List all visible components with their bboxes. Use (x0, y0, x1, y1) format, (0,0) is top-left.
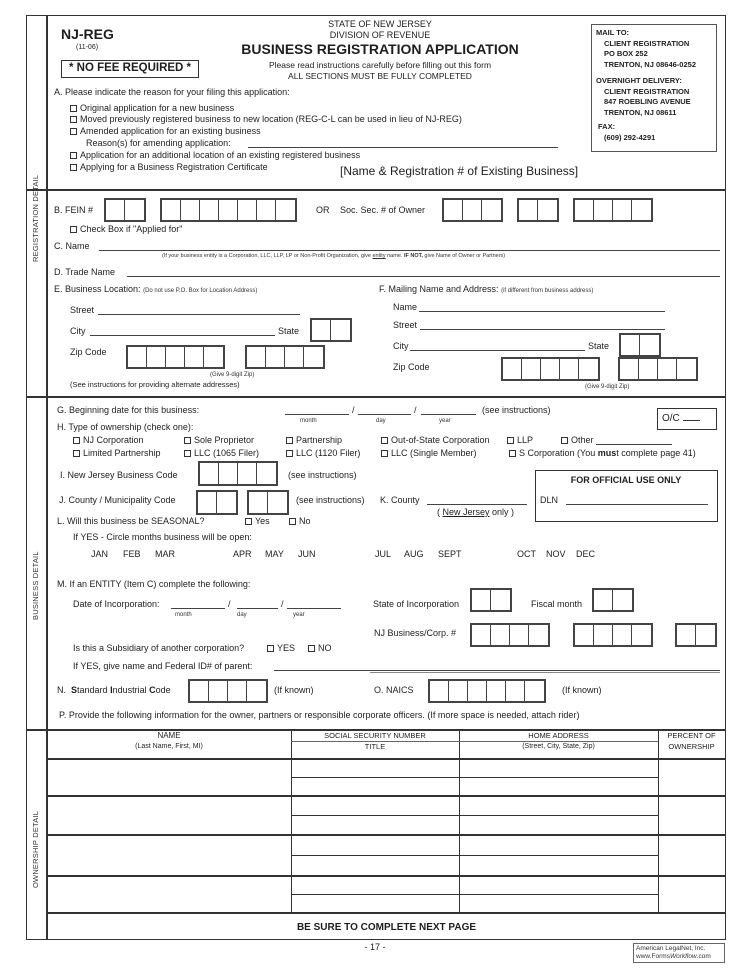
seasonal-months-prompt: If YES - Circle months business will be open: (73, 532, 252, 542)
county-code-boxes[interactable] (196, 490, 238, 515)
parent-info-input[interactable] (275, 660, 719, 671)
f-city-label: City (393, 341, 409, 351)
table-col-divider (658, 730, 659, 888)
e-city-label: City (70, 326, 86, 336)
naics-note: (If known) (562, 685, 602, 695)
e-city-underline[interactable] (90, 335, 275, 336)
amend-reason-input[interactable] (250, 137, 556, 148)
month-feb[interactable]: FEB (123, 549, 141, 559)
fax-number: (609) 292-4291 (604, 132, 656, 142)
oc-box: O/C (657, 408, 717, 430)
owner-row-1-name[interactable] (48, 760, 290, 795)
nj-business-code-note: (see instructions) (288, 470, 357, 480)
table-col-divider (291, 888, 292, 912)
ownership-llc-single-member[interactable]: LLC (Single Member) (381, 449, 477, 458)
checkbox[interactable] (70, 226, 77, 233)
table-col-divider (459, 888, 460, 912)
checkbox[interactable] (70, 128, 77, 135)
seasonal-no[interactable]: No (289, 517, 311, 526)
existing-business-note: [Name & Registration # of Existing Business] (340, 164, 579, 178)
beginning-date-label: G. Beginning date for this business: (57, 405, 200, 415)
divider-line (370, 672, 720, 673)
entity-section-label: M. If an ENTITY (Item C) complete the following: (57, 579, 251, 589)
county-underline[interactable] (427, 504, 527, 505)
sic-label: N. Standard Industrial Code (57, 685, 171, 695)
month-oct[interactable]: OCT (517, 549, 536, 559)
col-header-percent: PERCENT OF (667, 731, 716, 740)
date-slash: / (414, 405, 417, 415)
publisher-name: American LegalNet, Inc. (636, 945, 706, 952)
begin-year-caption: year (439, 418, 451, 424)
mail-to-line: CLIENT REGISTRATION (604, 38, 690, 48)
official-use-title: FOR OFFICIAL USE ONLY (570, 475, 682, 485)
state-incorporation-boxes[interactable] (470, 588, 512, 612)
month-dec[interactable]: DEC (576, 549, 596, 559)
publisher-box (633, 943, 725, 963)
incorp-year-caption: year (293, 612, 305, 618)
month-nov[interactable]: NOV (546, 549, 566, 559)
f-zip-note: (Give 9-digit Zip) (585, 384, 630, 390)
nj-corp-number-boxes-3[interactable] (675, 623, 717, 647)
other-ownership-underline[interactable] (596, 444, 672, 445)
owner-row-2-name[interactable] (48, 797, 290, 834)
month-may[interactable]: MAY (265, 549, 284, 559)
form-revision: (11-06) (76, 44, 99, 51)
col-header-address: HOME ADDRESS (528, 731, 589, 740)
nj-business-code-boxes[interactable] (198, 461, 278, 486)
ownership-sole-proprietor[interactable]: Sole Proprietor (184, 436, 254, 445)
f-state-label: State (588, 341, 610, 351)
dln-underline (566, 504, 708, 505)
naics-label: O. NAICS (374, 685, 414, 695)
nj-corp-number-boxes-1[interactable] (470, 623, 550, 647)
sic-note: (If known) (274, 685, 314, 695)
e-zip5-boxes[interactable] (126, 345, 225, 369)
incorporation-date-label: Date of Incorporation: (73, 599, 160, 609)
col-header-ssn: SOCIAL SECURITY NUMBER (324, 731, 426, 740)
f-street-label: Street (393, 320, 418, 330)
begin-day-line[interactable] (358, 414, 411, 415)
month-jan[interactable]: JAN (91, 549, 109, 559)
reason-option-additional-location[interactable]: Application for an additional location of an existing registered business (70, 151, 360, 160)
page-title: BUSINESS REGISTRATION APPLICATION (241, 41, 519, 57)
begin-year-line[interactable] (421, 414, 476, 415)
date-slash: / (228, 599, 231, 609)
ownership-s-corporation[interactable]: S Corporation (You must complete page 41) (509, 449, 696, 458)
overnight-label: OVERNIGHT DELIVERY: (596, 76, 682, 85)
instructions-line-1: Please read instructions carefully before filling out this form (268, 60, 492, 70)
f-name-underline[interactable] (419, 311, 665, 312)
date-slash: / (352, 405, 355, 415)
side-label-business: BUSINESS DETAIL (31, 551, 40, 620)
e-zip-label: Zip Code (70, 347, 107, 357)
month-aug[interactable]: AUG (404, 549, 424, 559)
mailing-instructions-box (591, 24, 717, 152)
county-label: K. County (380, 495, 420, 505)
table-col-divider (459, 730, 460, 888)
ownership-type-label: H. Type of ownership (check one): (57, 422, 194, 432)
mail-to-line: TRENTON, NJ 08646-0252 (604, 59, 696, 69)
parent-info-label: If YES, give name and Federal ID# of parent: (73, 661, 253, 671)
section-a-prompt: A. Please indicate the reason for your filing this application: (54, 87, 290, 97)
table-col-divider (291, 730, 292, 888)
division-name: DIVISION OF REVENUE (329, 30, 431, 40)
ssn-serial-boxes[interactable] (573, 198, 653, 222)
incorp-day-line[interactable] (237, 608, 278, 609)
checkbox[interactable] (70, 105, 77, 112)
col-header-percent-2: OWNERSHIP (668, 742, 715, 751)
e-street-label: Street (70, 305, 95, 315)
mail-to-line: PO BOX 252 (604, 49, 648, 58)
ownership-other[interactable]: Other (561, 436, 594, 445)
no-fee-badge: * NO FEE REQUIRED * (61, 60, 199, 78)
ssn-label: Soc. Sec. # of Owner (340, 205, 426, 215)
f-name-label: Name (393, 302, 418, 312)
e-zip-note: (Give 9-digit Zip) (210, 372, 255, 378)
fein-suffix-boxes[interactable] (160, 198, 297, 222)
e-zip4-boxes[interactable] (245, 345, 325, 369)
fiscal-month-label: Fiscal month (531, 599, 583, 609)
ssn-area-boxes[interactable] (442, 198, 503, 222)
county-municipality-note: (see instructions) (296, 495, 365, 505)
checkbox[interactable] (70, 152, 77, 159)
side-label-registration: REGISTRATION DETAIL (31, 174, 40, 262)
e-street-underline[interactable] (98, 314, 300, 315)
or-label: OR (316, 205, 330, 215)
reason-option-moved[interactable]: Moved previously registered business to new location (REG-C-L can be used in lieu of NJ-REG) (70, 115, 462, 124)
owners-instructions: P. Provide the following information for the owner, partners or responsible corporate officers. (If more space is needed, attach rider) (59, 710, 580, 720)
checkbox[interactable] (70, 116, 77, 123)
fax-label: FAX: (598, 122, 616, 131)
seasonal-yes[interactable]: Yes (245, 517, 270, 526)
mailing-address-label: F. Mailing Name and Address: (if different from business address) (379, 284, 594, 294)
table-subrow-line (291, 815, 658, 816)
dln-label: DLN (540, 495, 559, 505)
state-name: STATE OF NEW JERSEY (328, 19, 432, 29)
county-municipality-label: J. County / Municipality Code (59, 495, 176, 505)
table-subrow-line (291, 855, 658, 856)
begin-month-caption: month (300, 418, 317, 424)
state-incorporation-label: State of Incorporation (373, 599, 460, 609)
fiscal-month-boxes[interactable] (592, 588, 634, 612)
ownership-llc-1065[interactable]: LLC (1065 Filer) (184, 449, 259, 458)
ownership-partnership[interactable]: Partnership (286, 436, 342, 445)
trade-name-label: D. Trade Name (54, 267, 116, 277)
owner-row-3-name[interactable] (48, 836, 290, 875)
subsidiary-yes[interactable]: YES (267, 644, 295, 653)
f-zip5-boxes[interactable] (501, 357, 600, 381)
overnight-line: 847 ROEBLING AVENUE (604, 97, 691, 106)
f-city-underline[interactable] (410, 350, 585, 351)
owner-row-4-name[interactable] (48, 877, 290, 912)
subsidiary-label: Is this a Subsidiary of another corporation? (73, 643, 245, 653)
date-slash: / (281, 599, 284, 609)
month-sept[interactable]: SEPT (438, 549, 462, 559)
fein-label: B. FEIN # (54, 205, 94, 215)
e-state-boxes[interactable] (310, 318, 352, 342)
page-number: - 17 - (364, 942, 386, 952)
mail-to-label: MAIL TO: (596, 28, 630, 37)
ownership-nj-corporation[interactable]: NJ Corporation (73, 436, 144, 445)
reason-option-original[interactable]: Original application for a new business (70, 104, 234, 113)
month-jul[interactable]: JUL (375, 549, 392, 559)
instructions-line-2: ALL SECTIONS MUST BE FULLY COMPLETED (288, 71, 472, 81)
table-col-divider (658, 888, 659, 912)
naics-boxes[interactable] (428, 679, 546, 703)
col-header-name-sub: (Last Name, First, MI) (135, 743, 203, 750)
month-apr[interactable]: APR (233, 549, 252, 559)
incorp-day-caption: day (237, 612, 247, 618)
sic-boxes[interactable] (188, 679, 268, 703)
publisher-url: www.FormsWorkflow.com (636, 953, 711, 960)
table-row-border (47, 912, 726, 914)
section-divider-business (26, 396, 726, 398)
section-divider-registration (26, 189, 726, 191)
ssn-group-boxes[interactable] (517, 198, 559, 222)
table-subrow-line (291, 894, 658, 895)
ownership-llc-1120[interactable]: LLC (1120 Filer) (286, 449, 360, 458)
f-zip-label: Zip Code (393, 362, 430, 372)
ownership-out-of-state-corp[interactable]: Out-of-State Corporation (381, 436, 490, 445)
month-jun[interactable]: JUN (298, 549, 316, 559)
trade-name-input[interactable] (128, 266, 718, 277)
amend-reason-label: Reason(s) for amending application: (86, 138, 231, 148)
county-note: ( New Jersey only ) (437, 507, 515, 517)
begin-date-note: (see instructions) (482, 405, 551, 415)
form-id: NJ-REG (61, 26, 114, 42)
alternate-address-note: (See instructions for providing alternate addresses) (70, 380, 240, 389)
table-subrow-line (291, 777, 658, 778)
name-input[interactable] (100, 240, 718, 251)
begin-month-line[interactable] (285, 414, 349, 415)
business-location-label: E. Business Location: (Do not use P.O. Box for Location Address) (54, 284, 258, 294)
nj-business-code-label: I. New Jersey Business Code (60, 470, 178, 480)
nj-corp-number-boxes-2[interactable] (573, 623, 653, 647)
municipality-code-boxes[interactable] (247, 490, 289, 515)
ownership-limited-partnership[interactable]: Limited Partnership (73, 449, 161, 458)
seasonal-label: L. Will this business be SEASONAL? (57, 516, 205, 526)
f-zip4-boxes[interactable] (618, 357, 698, 381)
applied-for-option[interactable]: Check Box if "Applied for" (70, 225, 182, 234)
col-header-address-sub: (Street, City, State, Zip) (522, 743, 595, 750)
ownership-llp[interactable]: LLP (507, 436, 533, 445)
overnight-line: CLIENT REGISTRATION (604, 86, 690, 96)
incorp-month-caption: month (175, 612, 192, 618)
f-street-underline[interactable] (420, 329, 665, 330)
reason-option-brc[interactable]: Applying for a Business Registration Certificate (70, 163, 268, 172)
nj-corp-number-label: NJ Business/Corp. # (374, 628, 457, 638)
month-mar[interactable]: MAR (155, 549, 175, 559)
incorp-month-line[interactable] (171, 608, 225, 609)
subsidiary-no[interactable]: NO (308, 644, 332, 653)
incorp-year-line[interactable] (287, 608, 341, 609)
side-label-ownership: OWNERSHIP DETAIL (31, 810, 40, 888)
checkbox[interactable] (70, 164, 77, 171)
reason-option-amended[interactable]: Amended application for an existing business (70, 127, 261, 136)
col-header-title: TITLE (364, 742, 386, 751)
header-split-line (291, 741, 658, 742)
fein-prefix-boxes[interactable] (104, 198, 146, 222)
next-page-reminder: BE SURE TO COMPLETE NEXT PAGE (296, 922, 477, 933)
e-state-label: State (278, 326, 300, 336)
name-label: C. Name (54, 241, 90, 251)
name-note: (If your business entity is a Corporation, LLC, LLP, LP or Non-Profit Organization, give entity name. IF NOT, give Name of Owner or Partners) (162, 253, 506, 259)
official-use-box (535, 470, 718, 522)
overnight-line: TRENTON, NJ 08611 (604, 107, 677, 117)
begin-day-caption: day (376, 418, 386, 424)
col-header-name: NAME (157, 731, 181, 740)
f-state-boxes[interactable] (619, 333, 661, 357)
